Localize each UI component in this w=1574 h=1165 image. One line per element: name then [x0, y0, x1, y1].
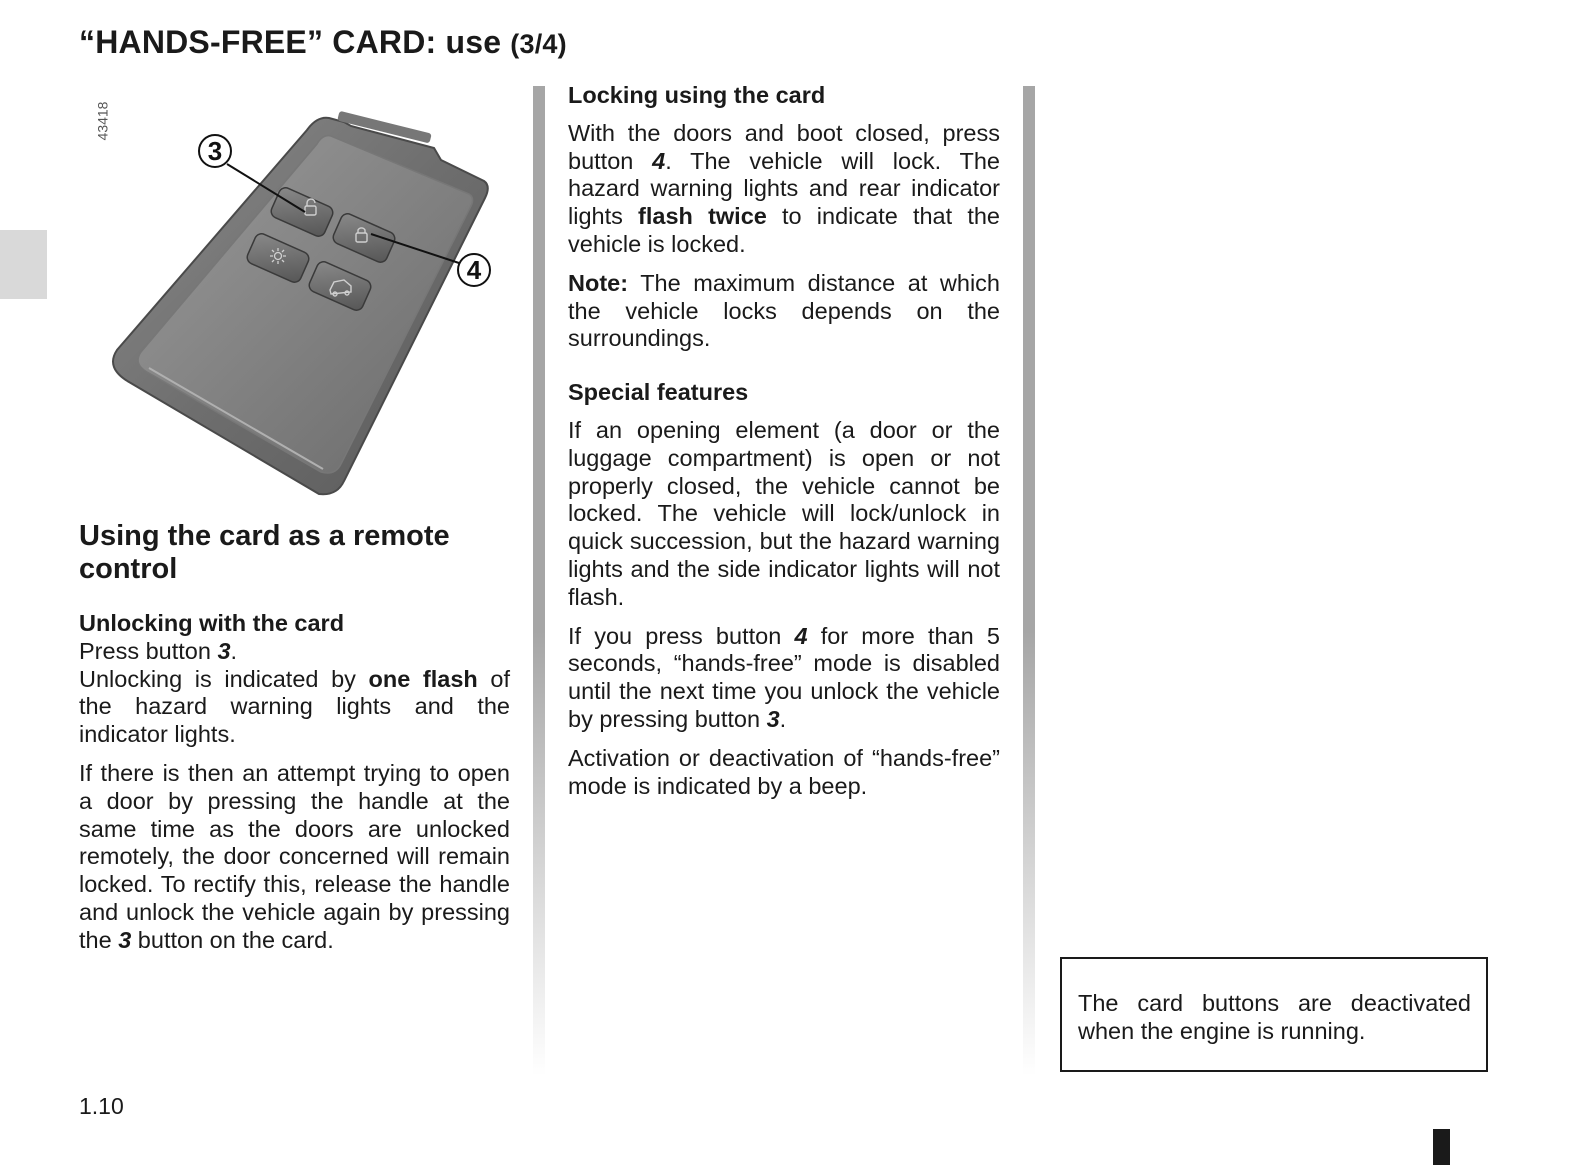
- page-title: “HANDS-FREE” CARD: use (3/4): [79, 24, 567, 60]
- press-paragraph: If you press button 4 for more than 5 seconds, “hands-free” mode is disabled until the next time you unlock the vehicle by pressing button 3.: [568, 622, 1000, 732]
- card-illustration: [79, 86, 519, 506]
- note-paragraph: Note: The maximum distance at which the vehicle locks depends on the surroundings.: [568, 269, 1000, 352]
- page-number: 1.10: [79, 1093, 124, 1119]
- svg-text:4: 4: [466, 255, 482, 285]
- section-heading: Using the card as a remote control: [79, 520, 450, 585]
- chapter-tab: [0, 230, 47, 299]
- page-edge-mark: [1433, 1129, 1450, 1165]
- note-box-text: The card buttons are deactivated when the engine is running.: [1078, 990, 1471, 1044]
- remote-card: [113, 111, 488, 494]
- svg-text:43418: 43418: [94, 101, 111, 141]
- lock-paragraph: With the doors and boot closed, press button 4. The vehicle will lock. The hazard warning lights and rear indicator lights flash twice to indicate that the vehicle is locked.: [568, 119, 1000, 257]
- lock-heading: Locking using the card: [568, 82, 826, 108]
- activation-paragraph: Activation or deactivation of “hands-free” mode is indicated by a beep.: [568, 744, 1000, 799]
- svg-text:3: 3: [207, 136, 223, 166]
- unlock-instruction: Press button 3.: [79, 637, 238, 664]
- unlock-heading: Unlocking with the card: [79, 610, 345, 636]
- unlock-indication: Unlocking is indicated by one flash of the hazard warning lights and the indicator lights.: [79, 665, 510, 748]
- special-heading: Special features: [568, 379, 749, 406]
- page-title-part: (3/4): [510, 29, 567, 59]
- column-divider: [533, 86, 545, 1076]
- column-divider: [1023, 86, 1035, 1076]
- note-box: [1060, 957, 1488, 1072]
- middle-column: [568, 82, 1000, 811]
- left-column: [79, 520, 510, 966]
- special-paragraph: If an opening element (a door or the luggage compartment) is open or not properly closed, the vehicle cannot be locked. The vehicle will lock/unlock in quick succession, but the hazard warning lights and the side indicator lights will not flash.: [568, 416, 1000, 610]
- door-attempt-paragraph: If there is then an attempt trying to open a door by pressing the handle at the same time as the doors are unlocked remotely, the door concerned will remain locked. To rectify this, release the handle and unlock the vehicle again by pressing the 3 button on the card.: [79, 759, 510, 953]
